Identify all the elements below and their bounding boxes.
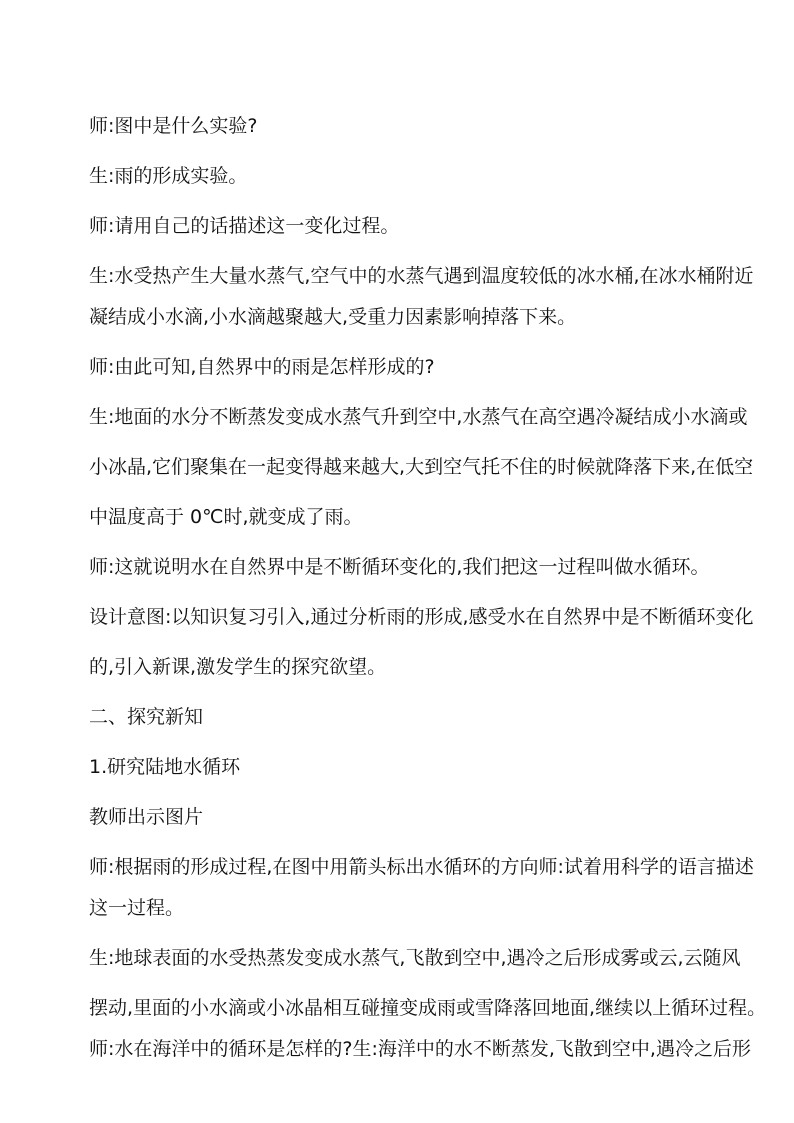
text-line: 生:雨的形成实验。 bbox=[89, 165, 248, 187]
text-line: 师:由此可知,自然界中的雨是怎样形成的? bbox=[89, 356, 435, 378]
section-heading: 二、探究新知 bbox=[89, 706, 204, 728]
text-line: 生:水受热产生大量水蒸气,空气中的水蒸气遇到温度较低的冰水桶,在冰水桶附近 bbox=[89, 265, 754, 287]
text-line: 这一过程。 bbox=[89, 897, 185, 919]
document-body bbox=[89, 112, 767, 1064]
text-line: 生:地面的水分不断蒸发变成水蒸气升到空中,水蒸气在高空遇冷凝结成小水滴或 bbox=[89, 406, 748, 428]
subsection-heading: 1.研究陆地水循环 bbox=[89, 756, 241, 778]
text-line: 师:根据雨的形成过程,在图中用箭头标出水循环的方向师:试着用科学的语言描述 bbox=[89, 856, 754, 878]
text-line: 师:这就说明水在自然界中是不断循环变化的,我们把这一过程叫做水循环。 bbox=[89, 556, 710, 578]
text-line: 设计意图:以知识复习引入,通过分析雨的形成,感受水在自然界中是不断循环变化 bbox=[89, 606, 754, 628]
text-line: 师:图中是什么实验? bbox=[89, 115, 258, 137]
text-line: 生:地球表面的水受热蒸发变成水蒸气,飞散到空中,遇冷之后形成雾或云,云随风 bbox=[89, 947, 741, 969]
text-line: 小冰晶,它们聚集在一起变得越来越大,大到空气托不住的时候就降落下来,在低空 bbox=[89, 456, 754, 478]
text-line: 教师出示图片 bbox=[89, 806, 204, 828]
text-line: 摆动,里面的小水滴或小冰晶相互碰撞变成雨或雪降落回地面,继续以上循环过程。 bbox=[89, 997, 767, 1019]
text-line: 师:水在海洋中的循环是怎样的?生:海洋中的水不断蒸发,飞散到空中,遇冷之后形 bbox=[89, 1038, 751, 1060]
text-line: 的,引入新课,激发学生的探究欲望。 bbox=[89, 656, 387, 678]
text-line: 中温度高于 0℃时,就变成了雨。 bbox=[89, 506, 363, 528]
text-line: 凝结成小水滴,小水滴越聚越大,受重力因素影响掉落下来。 bbox=[89, 306, 577, 328]
text-line: 师:请用自己的话描述这一变化过程。 bbox=[89, 215, 400, 237]
